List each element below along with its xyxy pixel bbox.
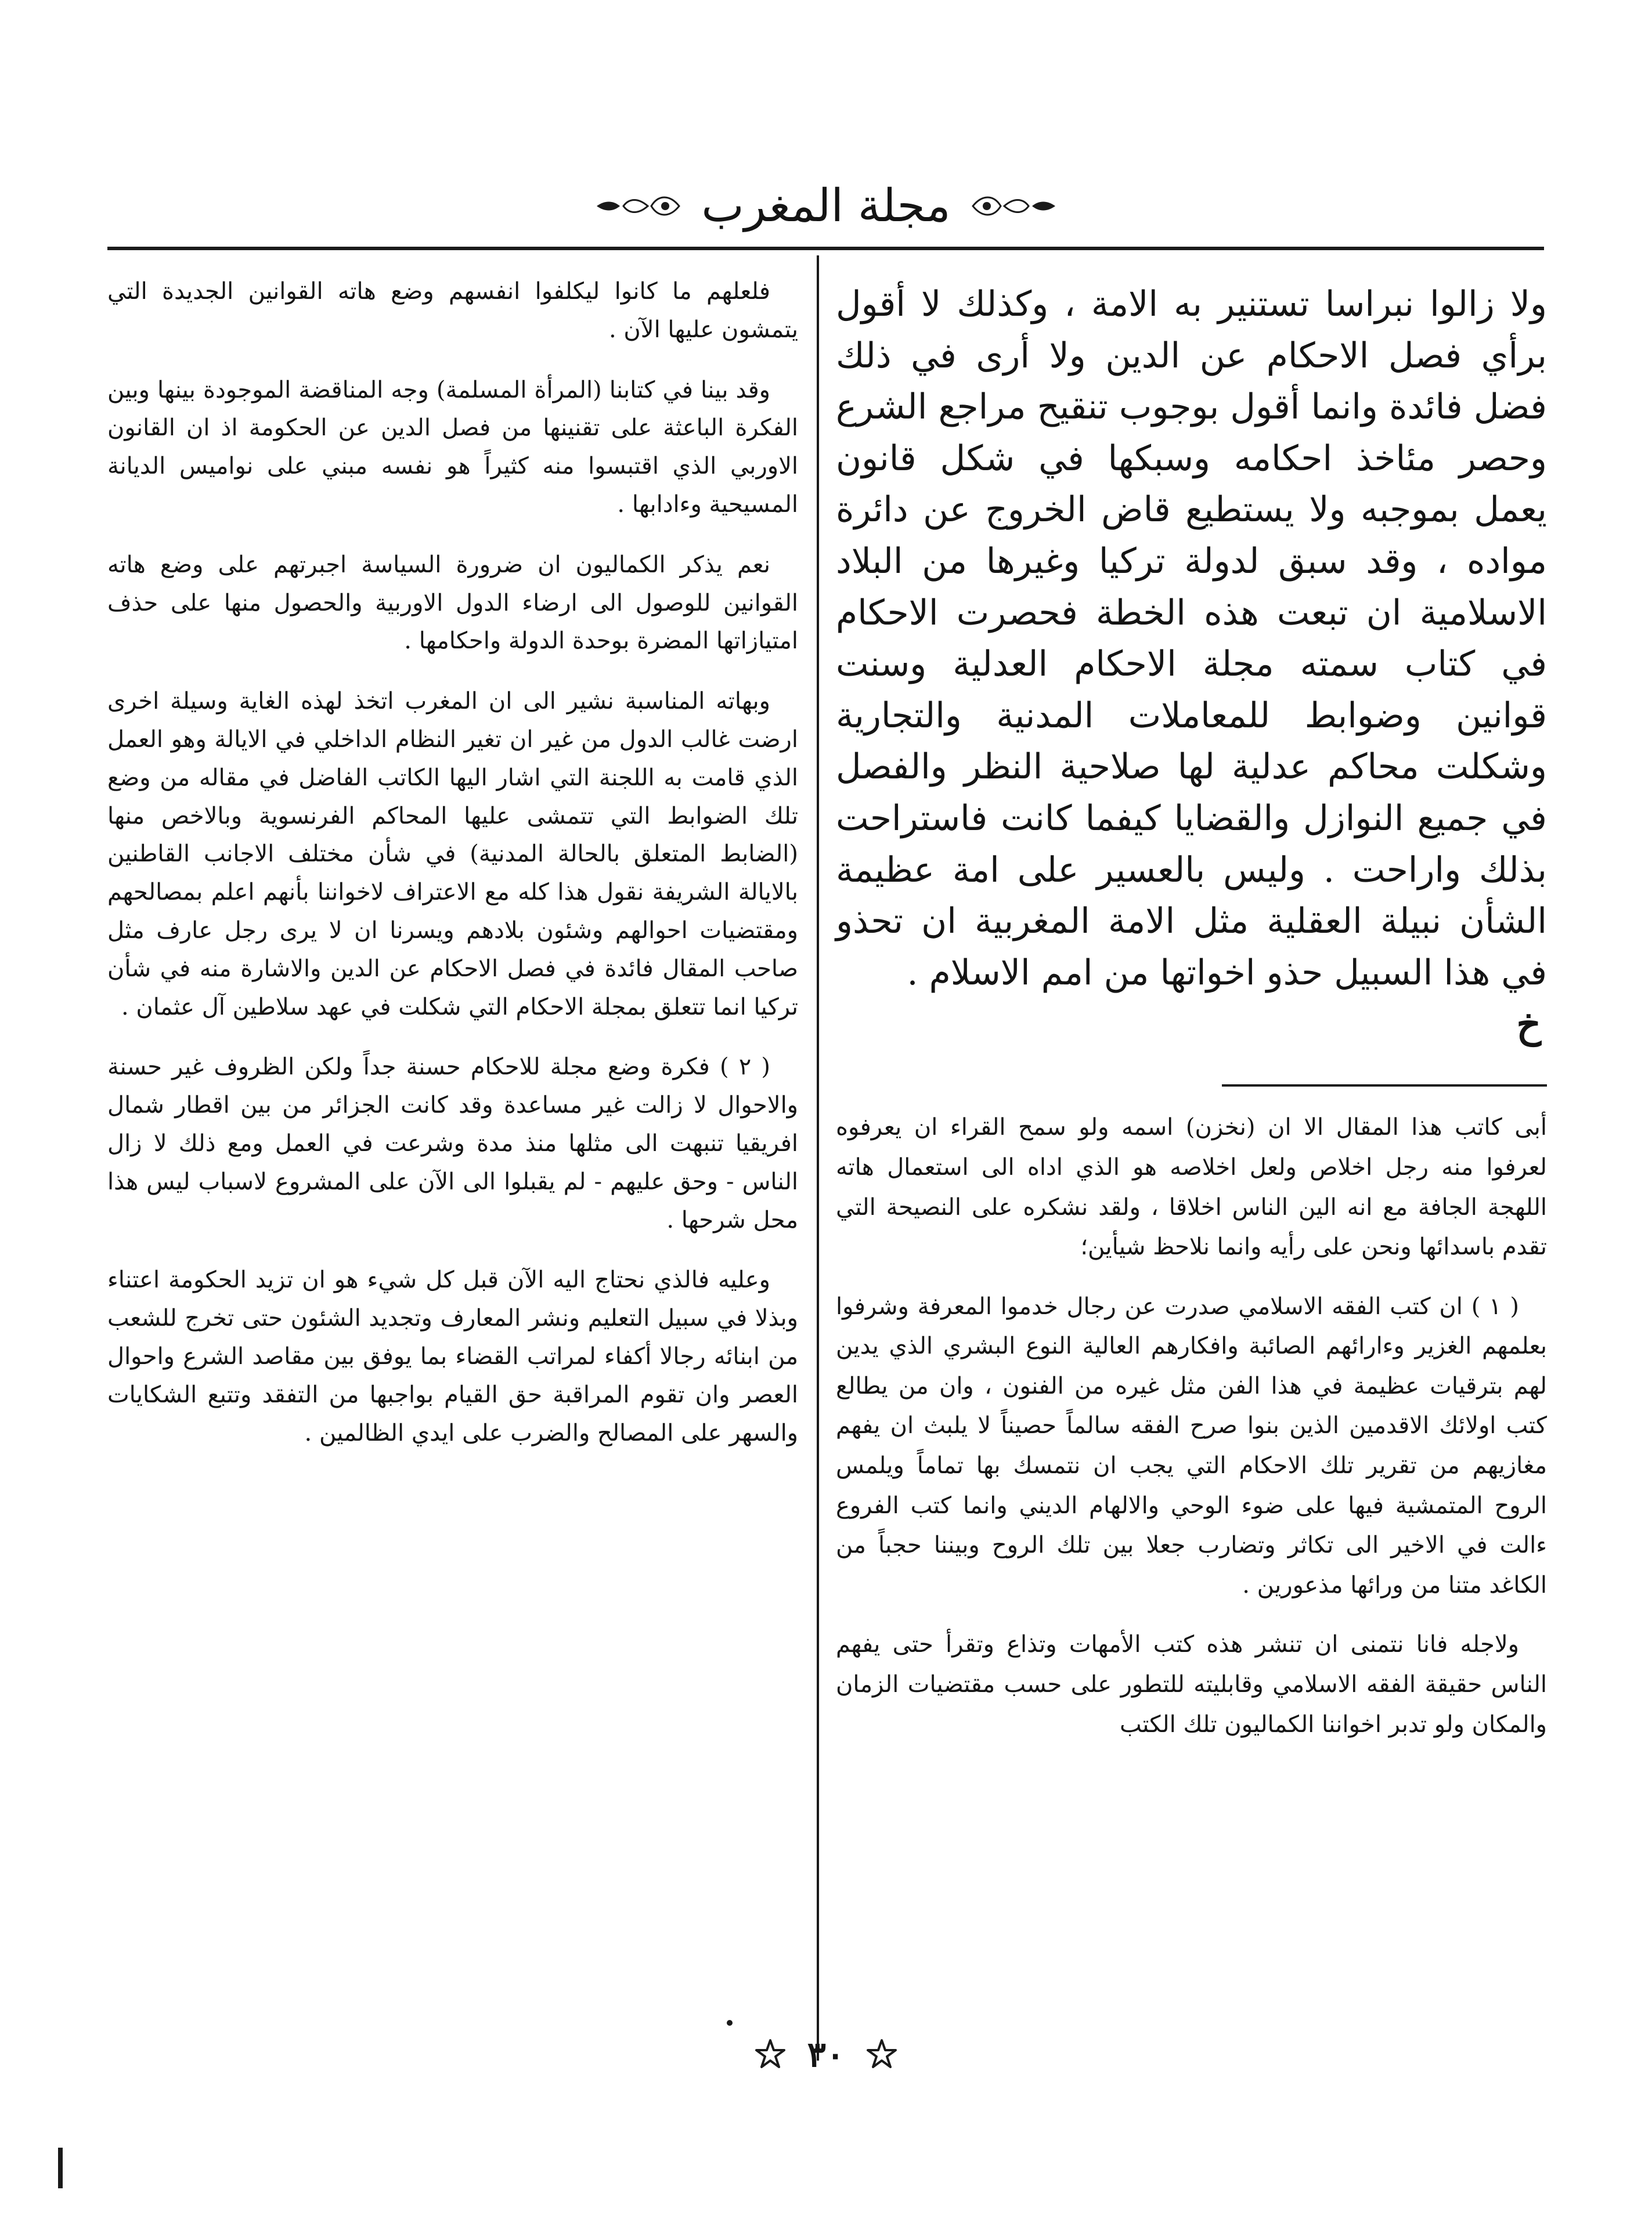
right-column	[836, 279, 1547, 1764]
header-ornament-right-icon	[971, 193, 1058, 219]
header-ornament-left-icon	[594, 193, 681, 219]
magazine-title: مجلة المغرب	[701, 180, 951, 232]
editor-note-paragraph: أبى كاتب هذا المقال الا ان (نخزن) اسمه ولو سمح القراء ان يعرفوه لعرفوا منه رجل اخلاص ولعل اخلاصه هو الذي اداه الى استعمال هاته اللهجة الجافة مع انه الين الناس اخلاقا ، ولقد نشكره على النصيحة التي تقدم باسدائها ونحن على رأيه وانما نلاحظ شيأين؛	[836, 1114, 1547, 1261]
editor-note-paragraph: ( ١ ) ان كتب الفقه الاسلامي صدرت عن رجال خدموا المعرفة وشرفوا بعلمهم الغزير وءارائهم الصائبة وافكارهم العالية النوع البشري الذي يدين لهم بترقيات عظيمة في هذا الفن مثل غيره من الفنون ، وان من يطالع كتب اولائك الاقدمين الذين بنوا صرح الفقه سالماً حصيناً لا يلبث ان يفهم مغازيهم من تقرير تلك الاحكام التي يجب ان نتمسك بها تماماً ويلمس الروح المتمشية فيها على ضوء الوحي والالهام الديني وانما كتب الفروع ءالت في الاخير الى تكاثر وتضارب جعلا بين تلك الروح وبيننا حجباً من الكاغد متنا من ورائها مذعورين .	[836, 1293, 1547, 1599]
author-signature: خ	[1516, 1001, 1541, 1047]
column-divider	[817, 255, 819, 2061]
page-footer	[0, 2032, 1652, 2078]
editor-note-paragraph: وعليه فالذي نحتاج اليه الآن قبل كل شيء هو ان تزيد الحكومة اعتناء وبذلا في سبيل التعليم ونشر المعارف وتجديد الشئون حتى تخرج للشعب من ابنائه رجالا أكفاء لمراتب القضاء بما يوفق بين مقاصد الشرع واحوال العصر وان تقوم المراقبة حق القيام بواجبها من التفقد وتتبع الشكايات والسهر على المصالح والضرب على ايدي الظالمين .	[107, 1267, 798, 1446]
editor-note-paragraph: فلعلهم ما كانوا ليكلفوا انفسهم وضع هاته القوانين الجديدة التي يتمشون عليها الآن .	[107, 278, 798, 343]
header-rule	[107, 247, 1544, 250]
scan-edge-mark	[58, 2148, 63, 2188]
star-icon	[865, 2039, 898, 2071]
editor-note-paragraph: ولاجله فانا نتمنى ان تنشر هذه كتب الأمهات وتذاع وتقرأ حتى يفهم الناس حقيقة الفقه الاسلامي وقابليته للتطور على حسب مقتضيات الزمان والمكان ولو تدبر اخواننا الكماليون تلك الكتب	[836, 1631, 1547, 1738]
editor-note-paragraph: وقد بينا في كتابنا (المرأة المسلمة) وجه المناقضة الموجودة بينها وبين الفكرة الباعثة على تقنينها من فصل الدين عن الحكومة اذ ان القانون الاوربي الذي اقتبسوا منه كثيراً هو نفسه مبني على نواميس الديانة المسيحية وءادابها .	[107, 376, 798, 518]
article-closing-paragraph: ولا زالوا نبراسا تستنير به الامة ، وكذلك لا أقول برأي فصل الاحكام عن الدين ولا أرى في ذلك فضل فائدة وانما أقول بوجوب تنقيح مراجع الشرع وحصر مئاخذ احكامه وسبكها في شكل قانون يعمل بموجبه ولا يستطيع قاض الخروج عن دائرة مواده ، وقد سبق لدولة تركيا وغيرها من البلاد الاسلامية ان تبعت هذه الخطة فحصرت الاحكام في كتاب سمته مجلة الاحكام العدلية وسنت قوانين وضوابط للمعاملات المدنية والتجارية وشكلت محاكم عدلية لها صلاحية النظر والفصل في جميع النوازل والقضايا كيفما كانت فاستراحت بذلك واراحت . وليس بالعسير على امة عظيمة الشأن نبيلة العقلية مثل الامة المغربية ان تحذو في هذا السبيل حذو اخواتها من امم الاسلام .	[836, 284, 1548, 993]
page-number: ٣٠	[807, 2034, 845, 2075]
star-icon	[754, 2039, 787, 2071]
left-column	[107, 273, 798, 1474]
running-header	[0, 174, 1652, 238]
folio-dot	[727, 2020, 733, 2026]
editor-note-paragraph: نعم يذكر الكماليون ان ضرورة السياسة اجبرتهم على وضع هاته القوانين للوصول الى ارضاء الدول الاوربية والحصول منها على حذف امتيازاتها المضرة بوحدة الدولة واحكامها .	[107, 551, 798, 655]
editor-note-paragraph: وبهاته المناسبة نشير الى ان المغرب اتخذ لهذه الغاية وسيلة اخرى ارضت غالب الدول من غير ان تغير النظام الداخلي في الايالة وهو العمل الذي قامت به اللجنة التي اشار اليها الكاتب الفاضل في مقاله من وضع تلك الضوابط التي تتمشى عليها المحاكم الفرنسوية وبالاخص منها (الضابط المتعلق بالحالة المدنية) في شأن مختلف الاجانب القاطنين بالايالة الشريفة نقول هذا كله مع الاعتراف لاخواننا بأنهم اعلم بمصالحهم ومقتضيات احوالهم وشئون بلادهم ويسرنا ان لا يرى رجل عارف مثل صاحب المقال فائدة في فصل الاحكام عن الدين والاشارة منه في شأن تركيا انما تتعلق بمجلة الاحكام التي شكلت في عهد سلاطين آل عثمان .	[107, 688, 798, 1020]
editor-note-paragraph: ( ٢ ) فكرة وضع مجلة للاحكام حسنة جداً ولكن الظروف غير حسنة والاحوال لا زالت غير مساعدة وقد كانت الجزائر من بين اقطار شمال افريقيا تنبهت الى مثلها منذ مدة وشرعت في العمل ومع ذلك لا زال الناس - وحق عليهم - لم يقبلوا الى الآن على المشروع لاسباب ليس هذا محل شرحها .	[107, 1054, 798, 1233]
footnote-rule	[1222, 1084, 1547, 1087]
